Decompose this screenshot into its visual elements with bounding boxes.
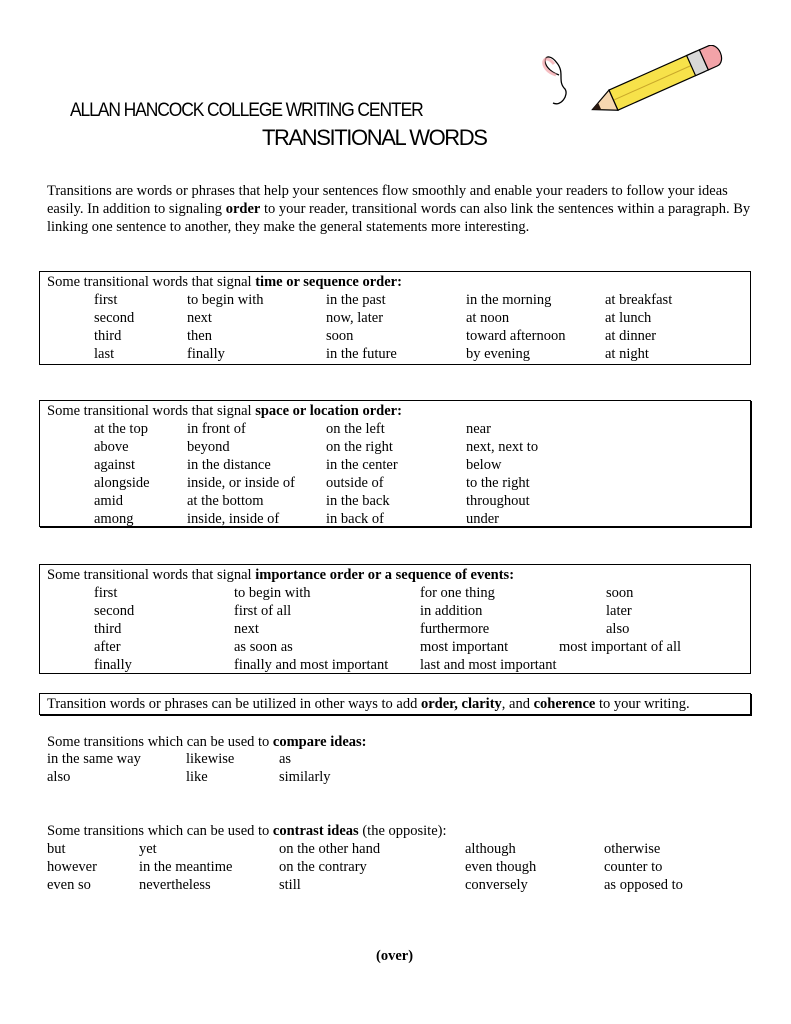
list-item: beyond	[187, 439, 230, 455]
list-item: inside, or inside of	[187, 475, 295, 491]
list-item: after	[94, 639, 121, 655]
list-item: however	[47, 859, 97, 875]
list-item: at the top	[94, 421, 148, 437]
list-item: soon	[606, 585, 634, 601]
list-item: nevertheless	[139, 877, 211, 893]
list-item: in the past	[326, 292, 386, 308]
space-order-heading: Some transitional words that signal space or location order:	[47, 403, 402, 419]
list-item: like	[186, 769, 208, 785]
list-item: in back of	[326, 511, 384, 527]
list-item: near	[466, 421, 491, 437]
list-item: still	[279, 877, 301, 893]
list-item: in addition	[420, 603, 483, 619]
list-item: otherwise	[604, 841, 661, 857]
utilize-note-box	[39, 693, 751, 715]
header-college-title: ALLAN HANCOCK COLLEGE WRITING CENTER	[70, 100, 423, 121]
list-item: alongside	[94, 475, 150, 491]
list-item: under	[466, 511, 500, 527]
list-item: above	[94, 439, 129, 455]
list-item: second	[94, 603, 135, 619]
page-title: TRANSITIONAL WORDS	[262, 125, 487, 150]
list-item: now, later	[326, 310, 384, 326]
list-item: first	[94, 585, 118, 601]
list-item: at night	[605, 346, 649, 362]
list-item: even so	[47, 877, 91, 893]
list-item: at the bottom	[187, 493, 264, 509]
list-item: on the contrary	[279, 859, 367, 875]
list-item: amid	[94, 493, 123, 509]
space-order-box	[39, 400, 751, 527]
list-item: conversely	[465, 877, 528, 893]
list-item: in front of	[187, 421, 246, 437]
list-item: below	[466, 457, 502, 473]
list-item: to begin with	[187, 292, 264, 308]
list-item: yet	[139, 841, 157, 857]
list-item: first	[94, 292, 118, 308]
list-item: likewise	[186, 751, 235, 767]
list-item: finally	[94, 657, 132, 673]
list-item: soon	[326, 328, 354, 344]
utilize-note-text: Transition words or phrases can be utilized in other ways to add order, clarity, and coherence to your writing.	[47, 696, 690, 712]
list-item: third	[94, 328, 122, 344]
list-item: also	[47, 769, 71, 785]
list-item: on the right	[326, 439, 393, 455]
list-item: third	[94, 621, 122, 637]
list-item: on the left	[326, 421, 385, 437]
list-item: toward afternoon	[466, 328, 566, 344]
list-item: next, next to	[466, 439, 539, 455]
list-item: in the same way	[47, 751, 141, 767]
list-item: most important of all	[559, 639, 682, 655]
list-item: at dinner	[605, 328, 657, 344]
list-item: in the meantime	[139, 859, 233, 875]
list-item: throughout	[466, 493, 530, 509]
list-item: on the other hand	[279, 841, 381, 857]
list-item: as opposed to	[604, 877, 683, 893]
list-item: inside, inside of	[187, 511, 280, 527]
list-item: last	[94, 346, 115, 362]
list-item: second	[94, 310, 135, 326]
pencil-icon	[535, 45, 725, 125]
list-item: in the center	[326, 457, 398, 473]
list-item: also	[606, 621, 630, 637]
list-item: first of all	[234, 603, 292, 619]
list-item: for one thing	[420, 585, 495, 601]
list-item: then	[187, 328, 212, 344]
importance-order-heading: Some transitional words that signal importance order or a sequence of events:	[47, 567, 515, 583]
list-item: as	[279, 751, 292, 767]
list-item: furthermore	[420, 621, 490, 637]
contrast-heading: Some transitions which can be used to contrast ideas (the opposite):	[47, 823, 447, 839]
list-item: even though	[465, 859, 537, 875]
list-item: last and most important	[420, 657, 557, 673]
compare-heading: Some transitions which can be used to compare ideas:	[47, 734, 367, 750]
time-order-heading: Some transitional words that signal time or sequence order:	[47, 274, 402, 290]
list-item: in the morning	[466, 292, 552, 308]
list-item: to begin with	[234, 585, 311, 601]
list-item: at breakfast	[605, 292, 673, 308]
list-item: at noon	[466, 310, 510, 326]
list-item: although	[465, 841, 516, 857]
list-item: outside of	[326, 475, 384, 491]
list-item: to the right	[466, 475, 530, 491]
list-item: later	[606, 603, 632, 619]
intro-paragraph: Transitions are words or phrases that help your sentences flow smoothly and enable your readers to follow your ideas easily. In addition to signaling order to your reader, transitional words can also link the sentences within a paragraph. By linking one sentence to another, they make the general statements more interesting.	[47, 183, 751, 235]
list-item: similarly	[279, 769, 331, 785]
list-item: in the distance	[187, 457, 271, 473]
list-item: at lunch	[605, 310, 652, 326]
list-item: among	[94, 511, 134, 527]
list-item: but	[47, 841, 66, 857]
list-item: as soon as	[234, 639, 293, 655]
list-item: most important	[420, 639, 509, 655]
list-item: in the back	[326, 493, 390, 509]
list-item: against	[94, 457, 136, 473]
page-continues-note: (over)	[376, 948, 414, 964]
time-order-box	[39, 271, 751, 365]
list-item: in the future	[326, 346, 397, 362]
list-item: next	[234, 621, 259, 637]
list-item: counter to	[604, 859, 663, 875]
importance-order-box	[39, 564, 751, 674]
list-item: finally and most important	[234, 657, 389, 673]
list-item: by evening	[466, 346, 531, 362]
list-item: finally	[187, 346, 225, 362]
list-item: next	[187, 310, 212, 326]
